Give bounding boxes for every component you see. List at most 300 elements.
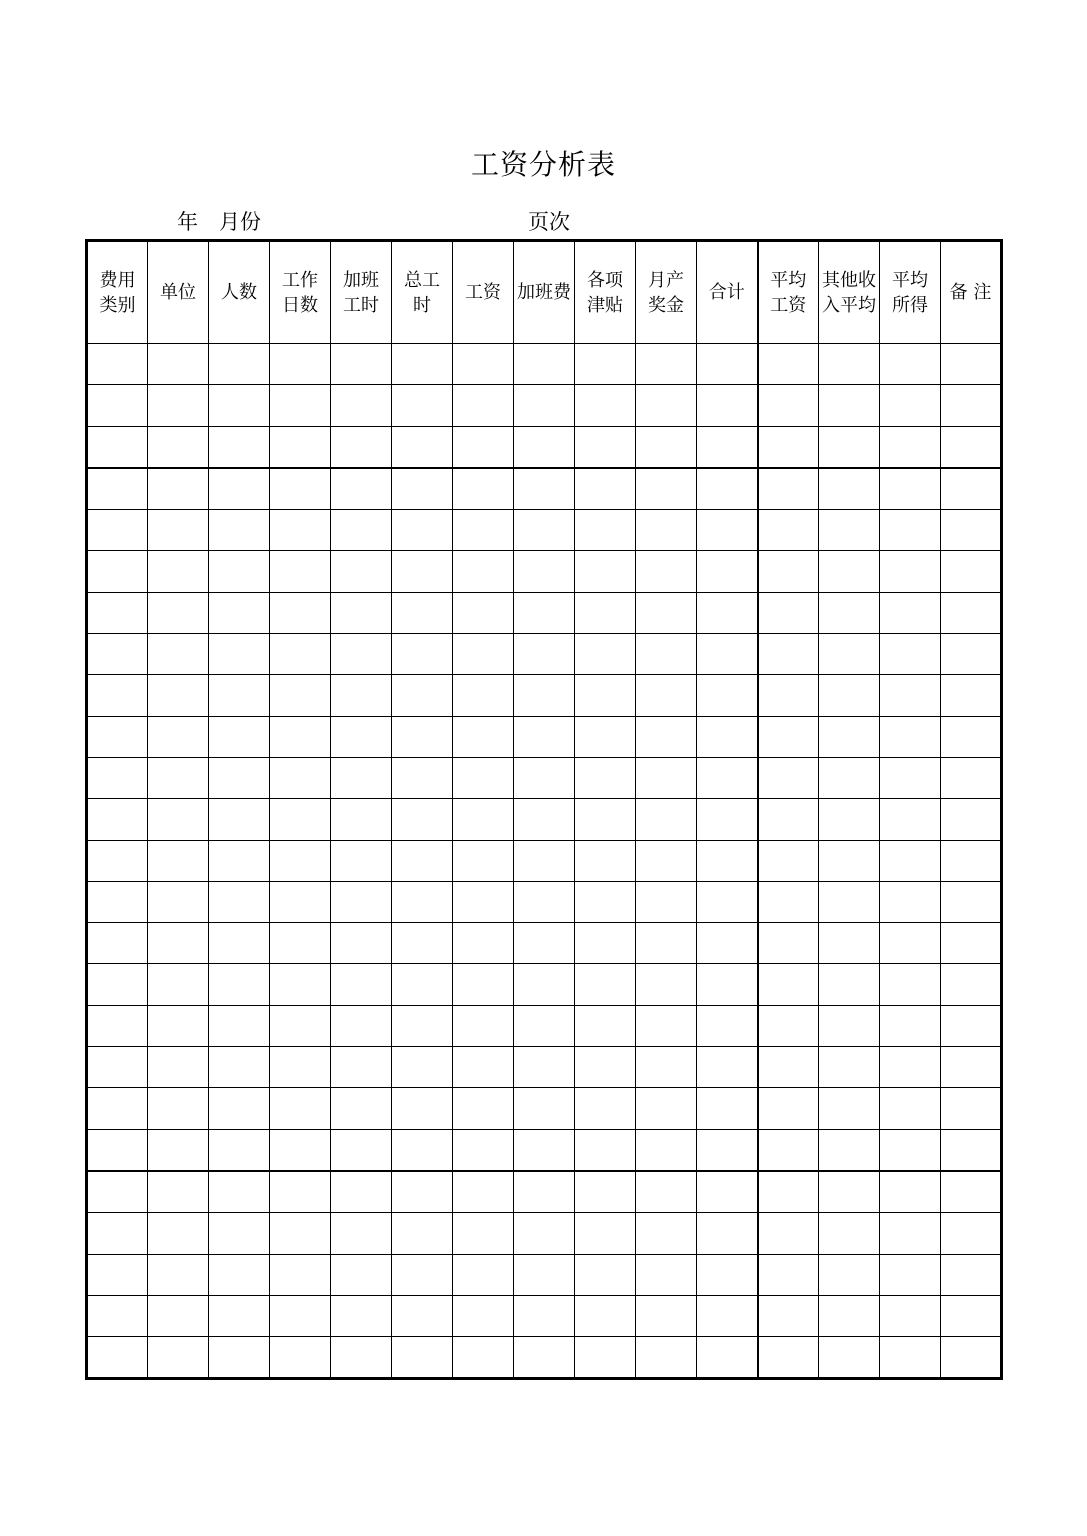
table-cell[interactable] xyxy=(270,1171,331,1213)
table-cell[interactable] xyxy=(880,1337,941,1379)
table-cell[interactable] xyxy=(453,1047,514,1088)
table-cell[interactable] xyxy=(514,510,575,551)
table-cell[interactable] xyxy=(331,468,392,510)
table-cell[interactable] xyxy=(270,634,331,675)
table-cell[interactable] xyxy=(453,840,514,881)
table-cell[interactable] xyxy=(87,840,148,881)
table-cell[interactable] xyxy=(148,757,209,798)
table-cell[interactable] xyxy=(331,1047,392,1088)
table-cell[interactable] xyxy=(514,1213,575,1254)
table-cell[interactable] xyxy=(880,1254,941,1295)
table-cell[interactable] xyxy=(880,840,941,881)
table-cell[interactable] xyxy=(819,964,880,1005)
table-cell[interactable] xyxy=(575,923,636,964)
table-cell[interactable] xyxy=(758,964,819,1005)
table-cell[interactable] xyxy=(270,344,331,385)
table-cell[interactable] xyxy=(453,510,514,551)
table-cell[interactable] xyxy=(636,840,697,881)
table-cell[interactable] xyxy=(575,1213,636,1254)
table-cell[interactable] xyxy=(819,1171,880,1213)
table-cell[interactable] xyxy=(697,840,758,881)
table-cell[interactable] xyxy=(697,426,758,468)
table-cell[interactable] xyxy=(148,1129,209,1171)
table-cell[interactable] xyxy=(209,468,270,510)
table-cell[interactable] xyxy=(453,716,514,757)
table-cell[interactable] xyxy=(270,881,331,922)
table-cell[interactable] xyxy=(514,1047,575,1088)
table-cell[interactable] xyxy=(87,634,148,675)
table-cell[interactable] xyxy=(209,923,270,964)
table-cell[interactable] xyxy=(819,510,880,551)
table-cell[interactable] xyxy=(575,716,636,757)
table-cell[interactable] xyxy=(575,1088,636,1129)
table-cell[interactable] xyxy=(880,510,941,551)
table-cell[interactable] xyxy=(514,1254,575,1295)
table-cell[interactable] xyxy=(819,634,880,675)
table-cell[interactable] xyxy=(575,1295,636,1336)
table-cell[interactable] xyxy=(453,426,514,468)
table-cell[interactable] xyxy=(453,1213,514,1254)
table-cell[interactable] xyxy=(636,675,697,716)
table-cell[interactable] xyxy=(392,592,453,633)
table-cell[interactable] xyxy=(819,757,880,798)
table-cell[interactable] xyxy=(209,675,270,716)
table-cell[interactable] xyxy=(514,964,575,1005)
table-cell[interactable] xyxy=(758,1213,819,1254)
table-cell[interactable] xyxy=(514,1337,575,1379)
table-cell[interactable] xyxy=(331,1171,392,1213)
table-cell[interactable] xyxy=(392,1254,453,1295)
table-cell[interactable] xyxy=(453,757,514,798)
table-cell[interactable] xyxy=(453,1171,514,1213)
table-cell[interactable] xyxy=(880,881,941,922)
table-cell[interactable] xyxy=(941,551,1002,592)
table-cell[interactable] xyxy=(453,592,514,633)
table-cell[interactable] xyxy=(758,716,819,757)
table-cell[interactable] xyxy=(575,840,636,881)
table-cell[interactable] xyxy=(514,923,575,964)
table-cell[interactable] xyxy=(575,344,636,385)
table-cell[interactable] xyxy=(392,840,453,881)
table-cell[interactable] xyxy=(270,1047,331,1088)
table-cell[interactable] xyxy=(575,634,636,675)
table-cell[interactable] xyxy=(575,551,636,592)
table-cell[interactable] xyxy=(209,1171,270,1213)
table-cell[interactable] xyxy=(148,1337,209,1379)
table-cell[interactable] xyxy=(331,923,392,964)
table-cell[interactable] xyxy=(209,881,270,922)
table-cell[interactable] xyxy=(392,1129,453,1171)
table-cell[interactable] xyxy=(514,1005,575,1046)
table-cell[interactable] xyxy=(392,426,453,468)
table-cell[interactable] xyxy=(514,757,575,798)
table-cell[interactable] xyxy=(575,1254,636,1295)
table-cell[interactable] xyxy=(453,923,514,964)
table-cell[interactable] xyxy=(453,1129,514,1171)
table-cell[interactable] xyxy=(392,1005,453,1046)
table-cell[interactable] xyxy=(331,1337,392,1379)
table-cell[interactable] xyxy=(392,923,453,964)
table-cell[interactable] xyxy=(880,385,941,426)
table-cell[interactable] xyxy=(697,881,758,922)
table-cell[interactable] xyxy=(270,964,331,1005)
table-cell[interactable] xyxy=(209,385,270,426)
table-cell[interactable] xyxy=(941,1213,1002,1254)
table-cell[interactable] xyxy=(331,840,392,881)
table-cell[interactable] xyxy=(941,385,1002,426)
table-cell[interactable] xyxy=(636,468,697,510)
table-cell[interactable] xyxy=(331,344,392,385)
table-cell[interactable] xyxy=(331,634,392,675)
table-cell[interactable] xyxy=(880,757,941,798)
table-cell[interactable] xyxy=(514,799,575,840)
table-cell[interactable] xyxy=(514,1295,575,1336)
table-cell[interactable] xyxy=(880,1047,941,1088)
table-cell[interactable] xyxy=(87,1088,148,1129)
table-cell[interactable] xyxy=(758,675,819,716)
table-cell[interactable] xyxy=(331,1005,392,1046)
table-cell[interactable] xyxy=(758,1129,819,1171)
table-cell[interactable] xyxy=(453,964,514,1005)
table-cell[interactable] xyxy=(941,840,1002,881)
table-cell[interactable] xyxy=(148,1213,209,1254)
table-cell[interactable] xyxy=(331,881,392,922)
table-cell[interactable] xyxy=(514,1088,575,1129)
table-cell[interactable] xyxy=(392,716,453,757)
table-cell[interactable] xyxy=(148,385,209,426)
table-cell[interactable] xyxy=(270,716,331,757)
table-cell[interactable] xyxy=(270,1295,331,1336)
table-cell[interactable] xyxy=(87,1047,148,1088)
table-cell[interactable] xyxy=(514,675,575,716)
table-cell[interactable] xyxy=(270,1254,331,1295)
table-cell[interactable] xyxy=(148,468,209,510)
table-cell[interactable] xyxy=(941,1047,1002,1088)
table-cell[interactable] xyxy=(758,1295,819,1336)
table-cell[interactable] xyxy=(758,1254,819,1295)
table-cell[interactable] xyxy=(270,840,331,881)
table-cell[interactable] xyxy=(148,675,209,716)
table-cell[interactable] xyxy=(697,1254,758,1295)
table-cell[interactable] xyxy=(514,426,575,468)
table-cell[interactable] xyxy=(331,1129,392,1171)
table-cell[interactable] xyxy=(87,1213,148,1254)
table-cell[interactable] xyxy=(87,1254,148,1295)
table-cell[interactable] xyxy=(270,468,331,510)
table-cell[interactable] xyxy=(209,551,270,592)
table-cell[interactable] xyxy=(880,344,941,385)
table-cell[interactable] xyxy=(392,799,453,840)
table-cell[interactable] xyxy=(270,426,331,468)
table-cell[interactable] xyxy=(148,551,209,592)
table-cell[interactable] xyxy=(331,1295,392,1336)
table-cell[interactable] xyxy=(758,551,819,592)
table-cell[interactable] xyxy=(758,1088,819,1129)
table-cell[interactable] xyxy=(209,1337,270,1379)
table-cell[interactable] xyxy=(636,1295,697,1336)
table-cell[interactable] xyxy=(514,634,575,675)
table-cell[interactable] xyxy=(575,1171,636,1213)
table-cell[interactable] xyxy=(209,344,270,385)
table-cell[interactable] xyxy=(453,1337,514,1379)
table-cell[interactable] xyxy=(514,881,575,922)
table-cell[interactable] xyxy=(880,468,941,510)
table-cell[interactable] xyxy=(392,881,453,922)
table-cell[interactable] xyxy=(819,468,880,510)
table-cell[interactable] xyxy=(697,799,758,840)
table-cell[interactable] xyxy=(148,1005,209,1046)
table-cell[interactable] xyxy=(819,344,880,385)
table-cell[interactable] xyxy=(819,551,880,592)
table-cell[interactable] xyxy=(209,1005,270,1046)
table-cell[interactable] xyxy=(697,1047,758,1088)
table-cell[interactable] xyxy=(514,592,575,633)
table-cell[interactable] xyxy=(392,385,453,426)
table-cell[interactable] xyxy=(453,634,514,675)
table-cell[interactable] xyxy=(209,1254,270,1295)
table-cell[interactable] xyxy=(514,344,575,385)
table-cell[interactable] xyxy=(636,881,697,922)
table-cell[interactable] xyxy=(270,757,331,798)
table-cell[interactable] xyxy=(270,385,331,426)
table-cell[interactable] xyxy=(880,426,941,468)
table-cell[interactable] xyxy=(697,1171,758,1213)
table-cell[interactable] xyxy=(514,551,575,592)
table-cell[interactable] xyxy=(819,923,880,964)
table-cell[interactable] xyxy=(941,757,1002,798)
table-cell[interactable] xyxy=(880,799,941,840)
table-cell[interactable] xyxy=(758,426,819,468)
table-cell[interactable] xyxy=(87,675,148,716)
table-cell[interactable] xyxy=(392,1337,453,1379)
table-cell[interactable] xyxy=(453,551,514,592)
table-cell[interactable] xyxy=(941,1129,1002,1171)
table-cell[interactable] xyxy=(758,923,819,964)
table-cell[interactable] xyxy=(575,1129,636,1171)
table-cell[interactable] xyxy=(270,675,331,716)
table-cell[interactable] xyxy=(209,716,270,757)
table-cell[interactable] xyxy=(758,468,819,510)
table-cell[interactable] xyxy=(758,840,819,881)
table-cell[interactable] xyxy=(209,757,270,798)
table-cell[interactable] xyxy=(819,716,880,757)
table-cell[interactable] xyxy=(758,592,819,633)
table-cell[interactable] xyxy=(148,1047,209,1088)
table-cell[interactable] xyxy=(880,1171,941,1213)
table-cell[interactable] xyxy=(636,799,697,840)
table-cell[interactable] xyxy=(331,757,392,798)
table-cell[interactable] xyxy=(758,881,819,922)
table-cell[interactable] xyxy=(453,1254,514,1295)
table-cell[interactable] xyxy=(87,1005,148,1046)
table-cell[interactable] xyxy=(697,551,758,592)
table-cell[interactable] xyxy=(941,1295,1002,1336)
table-cell[interactable] xyxy=(148,1171,209,1213)
table-cell[interactable] xyxy=(636,385,697,426)
table-cell[interactable] xyxy=(209,1213,270,1254)
table-cell[interactable] xyxy=(697,675,758,716)
table-cell[interactable] xyxy=(575,799,636,840)
table-cell[interactable] xyxy=(575,385,636,426)
table-cell[interactable] xyxy=(87,716,148,757)
table-cell[interactable] xyxy=(941,1088,1002,1129)
table-cell[interactable] xyxy=(392,1088,453,1129)
table-cell[interactable] xyxy=(819,1005,880,1046)
table-cell[interactable] xyxy=(636,426,697,468)
table-cell[interactable] xyxy=(148,510,209,551)
table-cell[interactable] xyxy=(392,757,453,798)
table-cell[interactable] xyxy=(209,592,270,633)
table-cell[interactable] xyxy=(453,344,514,385)
table-cell[interactable] xyxy=(87,385,148,426)
table-cell[interactable] xyxy=(636,592,697,633)
table-cell[interactable] xyxy=(331,1213,392,1254)
table-cell[interactable] xyxy=(880,923,941,964)
table-cell[interactable] xyxy=(331,426,392,468)
table-cell[interactable] xyxy=(636,551,697,592)
table-cell[interactable] xyxy=(636,510,697,551)
table-cell[interactable] xyxy=(819,799,880,840)
table-cell[interactable] xyxy=(575,757,636,798)
table-cell[interactable] xyxy=(697,510,758,551)
table-cell[interactable] xyxy=(392,510,453,551)
table-cell[interactable] xyxy=(941,1005,1002,1046)
table-cell[interactable] xyxy=(758,385,819,426)
table-cell[interactable] xyxy=(636,1171,697,1213)
table-cell[interactable] xyxy=(148,634,209,675)
table-cell[interactable] xyxy=(87,468,148,510)
table-cell[interactable] xyxy=(575,881,636,922)
table-cell[interactable] xyxy=(819,1088,880,1129)
table-cell[interactable] xyxy=(453,1295,514,1336)
table-cell[interactable] xyxy=(819,592,880,633)
table-cell[interactable] xyxy=(148,799,209,840)
table-cell[interactable] xyxy=(87,592,148,633)
table-cell[interactable] xyxy=(880,716,941,757)
table-cell[interactable] xyxy=(209,1047,270,1088)
table-cell[interactable] xyxy=(636,716,697,757)
table-cell[interactable] xyxy=(331,964,392,1005)
table-cell[interactable] xyxy=(758,344,819,385)
table-cell[interactable] xyxy=(270,1005,331,1046)
table-cell[interactable] xyxy=(636,1005,697,1046)
table-cell[interactable] xyxy=(819,840,880,881)
table-cell[interactable] xyxy=(880,1005,941,1046)
table-cell[interactable] xyxy=(880,592,941,633)
table-cell[interactable] xyxy=(819,1047,880,1088)
table-cell[interactable] xyxy=(941,1254,1002,1295)
table-cell[interactable] xyxy=(697,385,758,426)
table-cell[interactable] xyxy=(209,799,270,840)
table-cell[interactable] xyxy=(453,468,514,510)
table-cell[interactable] xyxy=(514,1171,575,1213)
table-cell[interactable] xyxy=(758,1337,819,1379)
table-cell[interactable] xyxy=(758,1171,819,1213)
table-cell[interactable] xyxy=(87,964,148,1005)
table-cell[interactable] xyxy=(697,923,758,964)
table-cell[interactable] xyxy=(392,964,453,1005)
table-cell[interactable] xyxy=(392,468,453,510)
table-cell[interactable] xyxy=(697,757,758,798)
table-cell[interactable] xyxy=(575,675,636,716)
table-cell[interactable] xyxy=(331,592,392,633)
table-cell[interactable] xyxy=(636,1047,697,1088)
table-cell[interactable] xyxy=(575,1047,636,1088)
table-cell[interactable] xyxy=(87,1171,148,1213)
table-cell[interactable] xyxy=(575,426,636,468)
table-cell[interactable] xyxy=(575,510,636,551)
table-cell[interactable] xyxy=(636,964,697,1005)
table-cell[interactable] xyxy=(331,799,392,840)
table-cell[interactable] xyxy=(453,799,514,840)
table-cell[interactable] xyxy=(514,1129,575,1171)
table-cell[interactable] xyxy=(941,881,1002,922)
table-cell[interactable] xyxy=(331,510,392,551)
table-cell[interactable] xyxy=(87,1295,148,1336)
table-cell[interactable] xyxy=(880,675,941,716)
table-cell[interactable] xyxy=(697,1337,758,1379)
table-cell[interactable] xyxy=(148,881,209,922)
table-cell[interactable] xyxy=(636,1129,697,1171)
table-cell[interactable] xyxy=(575,1337,636,1379)
table-cell[interactable] xyxy=(758,757,819,798)
table-cell[interactable] xyxy=(331,675,392,716)
table-cell[interactable] xyxy=(331,716,392,757)
table-cell[interactable] xyxy=(453,675,514,716)
table-cell[interactable] xyxy=(575,468,636,510)
table-cell[interactable] xyxy=(880,1129,941,1171)
table-cell[interactable] xyxy=(758,1005,819,1046)
table-cell[interactable] xyxy=(87,1129,148,1171)
table-cell[interactable] xyxy=(758,634,819,675)
table-cell[interactable] xyxy=(819,675,880,716)
table-cell[interactable] xyxy=(819,1295,880,1336)
table-cell[interactable] xyxy=(87,426,148,468)
table-cell[interactable] xyxy=(575,1005,636,1046)
table-cell[interactable] xyxy=(697,964,758,1005)
table-cell[interactable] xyxy=(209,1129,270,1171)
table-cell[interactable] xyxy=(636,1213,697,1254)
table-cell[interactable] xyxy=(575,964,636,1005)
table-cell[interactable] xyxy=(270,1088,331,1129)
table-cell[interactable] xyxy=(941,923,1002,964)
table-cell[interactable] xyxy=(87,757,148,798)
table-cell[interactable] xyxy=(941,964,1002,1005)
table-cell[interactable] xyxy=(636,1254,697,1295)
table-cell[interactable] xyxy=(636,923,697,964)
table-cell[interactable] xyxy=(148,344,209,385)
table-cell[interactable] xyxy=(87,799,148,840)
table-cell[interactable] xyxy=(697,1213,758,1254)
table-cell[interactable] xyxy=(758,510,819,551)
table-cell[interactable] xyxy=(697,1005,758,1046)
table-cell[interactable] xyxy=(941,592,1002,633)
table-cell[interactable] xyxy=(941,344,1002,385)
table-cell[interactable] xyxy=(148,1254,209,1295)
table-cell[interactable] xyxy=(880,1213,941,1254)
table-cell[interactable] xyxy=(514,385,575,426)
table-cell[interactable] xyxy=(819,426,880,468)
table-cell[interactable] xyxy=(941,1171,1002,1213)
table-cell[interactable] xyxy=(941,716,1002,757)
table-cell[interactable] xyxy=(87,510,148,551)
table-cell[interactable] xyxy=(941,1337,1002,1379)
table-cell[interactable] xyxy=(514,468,575,510)
table-cell[interactable] xyxy=(87,881,148,922)
table-cell[interactable] xyxy=(270,551,331,592)
table-cell[interactable] xyxy=(453,1088,514,1129)
table-cell[interactable] xyxy=(331,1088,392,1129)
